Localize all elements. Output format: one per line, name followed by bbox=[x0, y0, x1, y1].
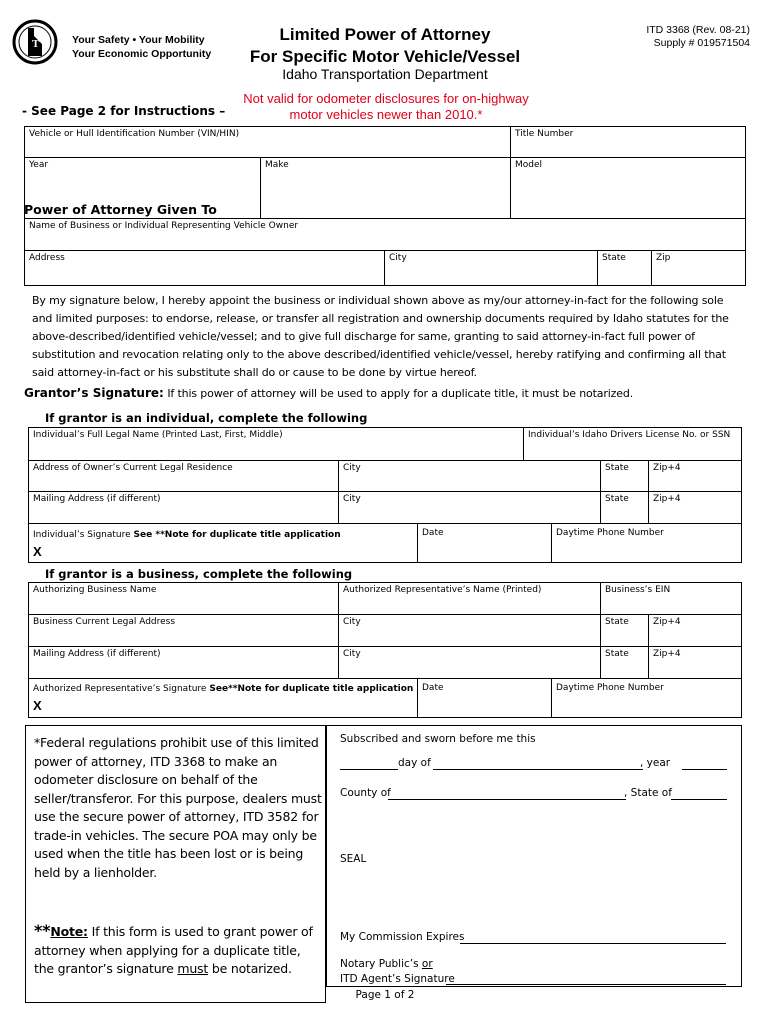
department-name: Idaho Transportation Department bbox=[282, 66, 488, 82]
year-label: Year bbox=[29, 160, 49, 170]
notary-subscribed: Subscribed and sworn before me this bbox=[340, 733, 536, 745]
representative-name-label: Name of Business or Individual Representing Vehicle Owner bbox=[29, 221, 299, 231]
notary-commission: My Commission Expires bbox=[340, 931, 465, 943]
grantor-heading: Grantor’s Signature: bbox=[24, 386, 164, 400]
notary-state-line[interactable] bbox=[671, 799, 727, 800]
individual-address-field[interactable] bbox=[28, 460, 339, 492]
individual-state-label: State bbox=[605, 463, 629, 473]
notary-seal: SEAL bbox=[340, 853, 367, 865]
business-address-field[interactable] bbox=[28, 614, 339, 647]
individual-signature-x: X bbox=[33, 544, 42, 559]
tagline-line2: Your Economic Opportunity bbox=[72, 48, 212, 60]
individual-date-label: Date bbox=[422, 528, 444, 538]
individual-license-label: Individual’s Idaho Drivers License No. or SSN bbox=[528, 430, 731, 440]
notary-day-line[interactable] bbox=[340, 769, 398, 770]
business-city-label: City bbox=[343, 617, 361, 627]
individual-heading: If grantor is an individual, complete the following bbox=[45, 411, 368, 425]
model-label: Model bbox=[515, 160, 543, 170]
notary-county-of: County of bbox=[340, 787, 391, 799]
svg-text:T: T bbox=[32, 38, 40, 50]
business-name-label: Authorizing Business Name bbox=[33, 585, 157, 595]
tagline-line1: Your Safety • Your Mobility bbox=[72, 34, 205, 46]
business-heading: If grantor is a business, complete the following bbox=[45, 567, 353, 581]
make-label: Make bbox=[265, 160, 289, 170]
vin-label: Vehicle or Hull Identification Number (VIN/HIN) bbox=[29, 129, 240, 139]
individual-mailing-city-label: City bbox=[343, 494, 361, 504]
notary-public-label: Notary Public’s bbox=[340, 958, 422, 970]
note-must: must bbox=[177, 961, 209, 976]
business-signature-note: See**Note for duplicate title application bbox=[209, 684, 414, 694]
individual-city-label: City bbox=[343, 463, 361, 473]
individual-signature-note: See **Note for duplicate title application bbox=[133, 530, 341, 540]
notary-month-line[interactable] bbox=[433, 769, 643, 770]
form-title-line2: For Specific Motor Vehicle/Vessel bbox=[249, 47, 521, 66]
individual-mailing-field[interactable] bbox=[28, 491, 339, 524]
individual-address-label: Address of Owner’s Current Legal Residence bbox=[33, 463, 233, 473]
state-label: State bbox=[602, 253, 626, 263]
form-number: ITD 3368 (Rev. 08-21) bbox=[646, 24, 750, 36]
note-stars: ** bbox=[34, 921, 51, 940]
supply-number: Supply # 019571504 bbox=[653, 37, 750, 49]
city-label: City bbox=[389, 253, 407, 263]
business-mailing-label: Mailing Address (if different) bbox=[33, 649, 161, 659]
odometer-warning-line2: motor vehicles newer than 2010.* bbox=[289, 107, 483, 122]
individual-mailing-state-label: State bbox=[605, 494, 629, 504]
individual-name-label: Individual’s Full Legal Name (Printed Last, First, Middle) bbox=[33, 430, 283, 440]
note-text-1: If this form is used to grant power of attorney when applying for a duplicate title, the grantor’s signature bbox=[34, 924, 313, 976]
individual-mailing-zip-label: Zip+4 bbox=[653, 494, 681, 504]
individual-phone-label: Daytime Phone Number bbox=[556, 528, 664, 538]
notary-day-of: day of bbox=[398, 757, 431, 769]
instructions-note: - See Page 2 for Instructions – bbox=[22, 104, 226, 118]
business-date-label: Date bbox=[422, 683, 444, 693]
federal-footnote: *Federal regulations prohibit use of this limited power of attorney, ITD 3368 to make an odometer disclosure on behalf of the seller/transferor. For this purpose, dealers must use the secure power of attorney, ITD 3582 for trade-in vehicles. The secure POA may only be used when the title has been lost or is being held by a lienholder. bbox=[34, 735, 322, 880]
business-rep-name-label: Authorized Representative’s Name (Printed) bbox=[343, 585, 542, 595]
authorization-paragraph: By my signature below, I hereby appoint the business or individual shown above as my/our attorney-in-fact for the following sole and limited purposes: to endorse, release, or transfer all registration and ownership documents required by Idaho statutes for the above-described/identified vehicle/vessel; and to give full discharge for same, granting to said attorney-in-fact full power of substitution and revocation relating only to the above described/identified vehicle/vessel, hereby ratifying and confirming all that said attorney-in-fact or his substitute shall do or cause to be done by virtue hereof. bbox=[32, 294, 729, 379]
notary-year-label: , year bbox=[640, 757, 671, 769]
idaho-seal-icon bbox=[12, 14, 58, 70]
idaho-logo bbox=[12, 14, 58, 70]
individual-zip-label: Zip+4 bbox=[653, 463, 681, 473]
itd-agent-signature-label: ITD Agent’s Signature bbox=[340, 973, 455, 985]
notary-public-or bbox=[340, 958, 433, 970]
itd-agent-signature-line[interactable] bbox=[446, 984, 726, 985]
notary-year-line[interactable] bbox=[682, 769, 727, 770]
note-text-2: be notarized. bbox=[208, 961, 292, 976]
business-mailing-field[interactable] bbox=[28, 646, 339, 679]
notary-section bbox=[340, 0, 740, 1024]
odometer-warning-line1: Not valid for odometer disclosures for on-highway bbox=[243, 91, 529, 106]
business-ein-label: Business’s EIN bbox=[605, 585, 671, 595]
business-name-field[interactable] bbox=[28, 582, 339, 615]
business-mailing-city-label: City bbox=[343, 649, 361, 659]
form-title-line1: Limited Power of Attorney bbox=[279, 25, 491, 44]
notary-county-line[interactable] bbox=[388, 799, 626, 800]
poa-given-heading: Power of Attorney Given To bbox=[24, 202, 217, 217]
note-word: Note: bbox=[50, 924, 88, 939]
grantor-notarize-note: If this power of attorney will be used to apply for a duplicate title, it must be notarized. bbox=[167, 387, 634, 400]
title-number-label: Title Number bbox=[515, 129, 574, 139]
individual-signature-label: Individual’s Signature bbox=[33, 530, 131, 540]
representative-address-field[interactable] bbox=[24, 250, 385, 286]
page-number: Page 1 of 2 bbox=[355, 989, 415, 1001]
individual-mailing-label: Mailing Address (if different) bbox=[33, 494, 161, 504]
notary-commission-line[interactable] bbox=[460, 943, 726, 944]
business-state-label: State bbox=[605, 617, 629, 627]
individual-signature-caption bbox=[33, 530, 341, 540]
address-label: Address bbox=[29, 253, 65, 263]
business-signature-x: X bbox=[33, 698, 42, 713]
notary-state-of: , State of bbox=[624, 787, 672, 799]
notary-or: or bbox=[421, 958, 433, 970]
zip-label: Zip bbox=[656, 253, 671, 263]
business-zip-label: Zip+4 bbox=[653, 617, 681, 627]
business-mailing-zip-label: Zip+4 bbox=[653, 649, 681, 659]
duplicate-title-note bbox=[34, 922, 324, 979]
business-phone-label: Daytime Phone Number bbox=[556, 683, 664, 693]
business-address-label: Business Current Legal Address bbox=[33, 617, 176, 627]
business-signature-label: Authorized Representative’s Signature bbox=[33, 684, 207, 694]
business-mailing-state-label: State bbox=[605, 649, 629, 659]
